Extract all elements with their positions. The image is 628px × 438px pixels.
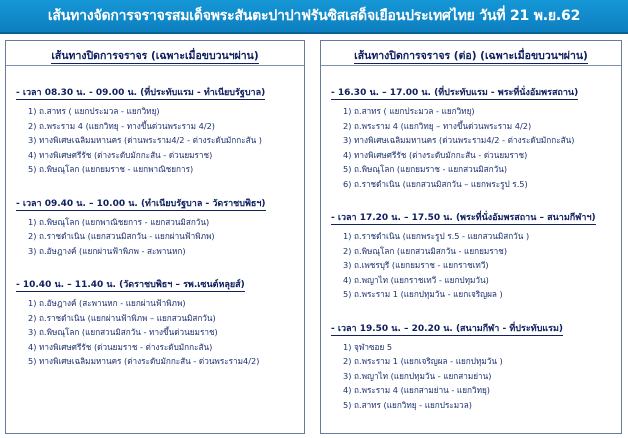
route-item: 4) ถ.พระราม 4 (แยกสามย่าน - แยกวิทยุ) — [343, 385, 490, 395]
section-heading: - เวลา 17.20 น. – 17.50 น. (พระที่นั่งอัมพรสถาน – สนามกีฬาฯ) — [331, 213, 596, 223]
route-item: 1) ถ.ราชดำเนิน (แยกพระรูป ร.5 - แยกสวนมิสกวัน ) — [343, 231, 530, 241]
divider — [321, 65, 621, 66]
section-heading: - เวลา 08.30 น. - 09.00 น. (ที่ประทับแรม - ทำเนียบรัฐบาล) — [16, 88, 266, 98]
left-panel — [5, 40, 305, 434]
divider — [6, 65, 304, 66]
route-section — [14, 272, 296, 369]
route-item: 4) ทางพิเศษศรีรัช (ต่างระดับมักกะสัน - ด่วนยมราช) — [343, 149, 528, 160]
route-item: 2) ถ.ราชดำเนิน (แยกผ่านฟ้าพิภพ – แยกสวนมิสกวัน) — [28, 312, 216, 323]
route-item: 2) ถ.พิษณุโลก (แยกสวนมิสกวัน - แยกยมราช) — [343, 245, 508, 256]
route-section — [14, 80, 296, 177]
route-item: 5) ถ.พิษณุโลก (แยกยมราช - แยกสวนมิสกวัน) — [343, 164, 508, 174]
route-section — [329, 316, 613, 413]
route-item: 2) ถ.พระราม 1 (แยกเจริญผล - แยกปทุมวัน ) — [343, 356, 503, 366]
route-item: 1) ถ.สาทร ( แยกประมวล - แยกวิทยุ) — [343, 106, 475, 116]
route-item: 4) ทางพิเศษศรีรัช (ด่วนยมราช - ต่างระดับมักกะสัน) — [28, 341, 213, 352]
route-item: 2) ถ.พระราม 4 (แยกวิทยุ - ทางขึ้นด่วนพระราม 4/2) — [28, 120, 215, 131]
route-item: 1) ถ.พิษณุโลก (แยกพาณิชยการ - แยกสวนมิสกวัน) — [28, 216, 210, 227]
route-item: 2) ถ.พระราม 4 (แยกวิทยุ – ทางขึ้นด่วนพระราม 4/2) — [343, 120, 532, 131]
route-item: 4) ถ.พญาไท (แยกราชเทวี - แยกปทุมวัน) — [343, 274, 489, 285]
right-panel-title: เส้นทางปิดการจราจร (ต่อ) (เฉพาะเมื่อขบวนฯผ่าน) — [354, 50, 588, 62]
section-heading: - 10.40 น. – 11.40 น. (วัดราชบพิธฯ – รพ.เซนต์หลุยส์) — [16, 280, 245, 290]
route-item: 2) ถ.ราชดำเนิน (แยกสวนมิสกวัน - แยกผ่านฟ้าพิภพ) — [28, 231, 215, 241]
route-item: 3) ทางพิเศษเฉลิมมหานคร (ด่านพระราม4/2 - ต่างระดับมักกะสัน ) — [28, 135, 262, 145]
header-banner — [0, 0, 628, 34]
route-item: 5) ทางพิเศษเฉลิมมหานคร (ต่างระดับมักกะสัน - ด่วนพระราม4/2) — [28, 356, 260, 366]
left-panel-title: เส้นทางปิดการจราจร (เฉพาะเมื่อขบวนฯผ่าน) — [51, 50, 259, 62]
section-heading: - 16.30 น. – 17.00 น. (ที่ประทับแรม - พระที่นั่งอัมพรสถาน) — [331, 88, 579, 98]
right-panel — [320, 40, 622, 434]
route-section — [329, 205, 613, 302]
route-item: 5) ถ.สาทร (แยกวิทยุ - แยกประมวล) — [343, 399, 472, 410]
route-item: 5) ถ.พระราม 1 (แยกปทุมวัน - แยกเจริญผล ) — [343, 289, 503, 299]
route-item: 1) ถ.อัษฎางค์ (สะพานหก - แยกผ่านฟ้าพิภพ) — [28, 298, 186, 308]
page-title: เส้นทางจัดการจราจรสมเด็จพระสันตะปาปาฟรันซิสเสด็จเยือนประเทศไทย วันที่ 21 พ.ย.62 — [47, 8, 581, 24]
section-heading: - เวลา 19.50 น. – 20.20 น. (สนามกีฬา - ที่ประทับแรม) — [331, 323, 563, 334]
route-item: 3) ถ.พญาไท (แยกปทุมวัน - แยกสามย่าน) — [343, 370, 492, 381]
route-item: 5) ถ.พิษณุโลก (แยกยมราช - แยกพาณิชยการ) — [28, 164, 194, 174]
section-heading: - เวลา 09.40 น. – 10.00 น. (ทำเนียบรัฐบาล - วัดราชบพิธฯ) — [16, 198, 266, 209]
route-item: 3) ถ.พิษณุโลก (แยกสวนมิสกวัน - ทางขึ้นด่วนยมราช) — [28, 327, 218, 337]
route-item: 3) ทางพิเศษเฉลิมมหานคร (ด่วนพระราม4/2 - ต่างระดับมักกะสัน) — [343, 135, 575, 145]
route-item: 4) ทางพิเศษศรีรัช (ต่างระดับมักกะสัน - ด่วนยมราช) — [28, 149, 213, 160]
route-item: 6) ถ.ราชดำเนิน (แยกสวนมิสกวัน – แยกพระรูป ร.5) — [343, 178, 528, 189]
route-item: 3) ถ.อัษฎางค์ (แยกผ่านฟ้าพิภพ - สะพานหก) — [28, 245, 186, 256]
route-item: 3) ถ.เพชรบุรี (แยกยมราช - แยกราชเทวี) — [343, 260, 489, 270]
route-item: 1) ถ.สาทร ( แยกประมวล - แยกวิทยุ) — [28, 106, 160, 116]
route-item: 1) จุฬาซอย 5 — [343, 341, 393, 352]
route-section — [14, 191, 296, 259]
route-section — [329, 80, 613, 191]
